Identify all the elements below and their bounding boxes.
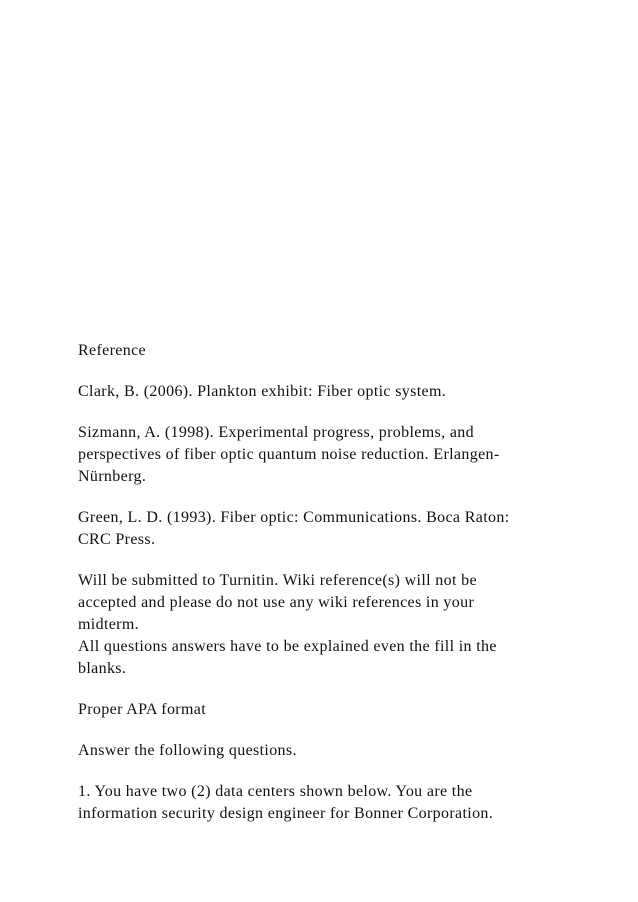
note-line: midterm. — [78, 616, 140, 633]
apa-format-note: Proper APA format — [78, 701, 207, 718]
reference-entry-green — [78, 507, 578, 551]
document-body — [78, 340, 578, 844]
reference-line: Sizmann, A. (1998). Experimental progress, problems, and — [78, 424, 474, 441]
reference-entry-clark — [78, 381, 578, 403]
reference-line: Clark, B. (2006). Plankton exhibit: Fiber optic system. — [78, 383, 447, 400]
question-1 — [78, 781, 578, 825]
reference-line: Green, L. D. (1993). Fiber optic: Communications. Boca Raton: — [78, 509, 510, 526]
note-line: Will be submitted to Turnitin. Wiki reference(s) will not be — [78, 572, 477, 589]
reference-line: Nürnberg. — [78, 468, 147, 485]
reference-line: CRC Press. — [78, 531, 156, 548]
note-line: blanks. — [78, 660, 127, 677]
reference-heading: Reference — [78, 342, 146, 359]
question-line: 1. You have two (2) data centers shown below. You are the — [78, 783, 473, 800]
reference-line: perspectives of fiber optic quantum noise reduction. Erlangen- — [78, 446, 500, 463]
explanation-note — [78, 636, 578, 680]
reference-entry-sizmann — [78, 422, 578, 488]
instruction-text: Answer the following questions. — [78, 742, 297, 759]
note-line: All questions answers have to be explained even the fill in the — [78, 638, 497, 655]
turnitin-note — [78, 570, 578, 636]
note-line: accepted and please do not use any wiki references in your — [78, 594, 475, 611]
question-line: information security design engineer for Bonner Corporation. — [78, 805, 494, 822]
